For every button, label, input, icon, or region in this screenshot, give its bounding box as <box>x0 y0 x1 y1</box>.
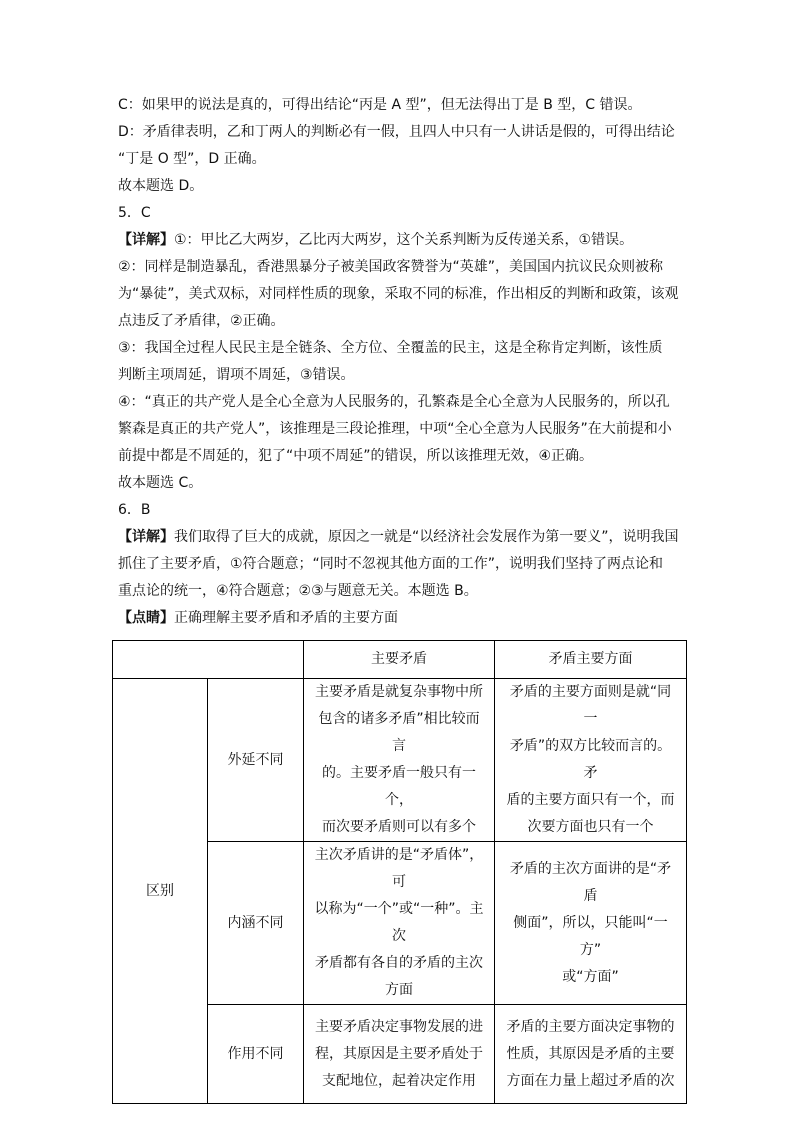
table-cell <box>304 842 495 1005</box>
paragraph-line <box>118 146 688 173</box>
line-text: 重点论的统一，④符合题意；②③与题意无关。本题选 B。 <box>118 583 478 599</box>
paragraph-line <box>118 578 688 605</box>
table-cell <box>304 679 495 842</box>
row-label-cell: 外延不同 <box>208 679 304 842</box>
cell-line: 方面 <box>385 982 413 998</box>
cell-line: 主要矛盾决定事物发展的进 <box>315 1018 483 1035</box>
line-text: C：如果甲的说法是真的，可得出结论“丙是 A 型”，但无法得出丁是 B 型，C 错误。 <box>118 97 642 113</box>
cell-line: 盾的主要方面只有一个，而 <box>506 792 675 808</box>
cell-lines <box>312 679 486 841</box>
cell-line: 主要矛盾是就复杂事物中所 <box>315 684 483 700</box>
paragraph-line <box>118 362 688 389</box>
line-text: “丁是 O 型”，D 正确。 <box>118 151 266 167</box>
line-text: D：矛盾律表明，乙和丁两人的判断必有一假，且四人中只有一人讲话是假的，可得出结论 <box>118 124 675 140</box>
cell-line: 方面在力量上超过矛盾的次 <box>506 1072 675 1089</box>
cell-line: 的。主要矛盾一般只有一个， <box>322 765 476 808</box>
paragraph-line <box>118 470 688 497</box>
paragraph-line <box>118 227 688 254</box>
paragraph-line <box>118 524 688 551</box>
line-text: 5．C <box>118 205 151 221</box>
cell-line: 侧面”，所以，只能叫“一方” <box>513 914 668 958</box>
paragraph-line <box>118 389 688 416</box>
line-text: 前提中都是不周延的，犯了“中项不周延”的错误，所以该推理无效，④正确。 <box>118 448 594 464</box>
line-text: ③：我国全过程人民民主是全链条、全方位、全覆盖的民主，这是全称肯定判断，该性质 <box>118 340 663 356</box>
cell-line: 性质，其原因是矛盾的主要 <box>506 1045 675 1062</box>
paragraph-line <box>118 308 688 335</box>
cell-lines <box>315 1014 483 1095</box>
row-label-cell: 内涵不同 <box>208 842 304 1005</box>
line-text: ①：甲比乙大两岁，乙比丙大两岁，这个关系判断为反传递关系，①错误。 <box>174 232 634 248</box>
table-cell <box>495 1005 687 1104</box>
cell-line: 矛盾的主次方面讲的是“矛盾 <box>509 860 672 904</box>
table-cell <box>495 842 687 1005</box>
group-label-cell: 区别 <box>113 679 208 1104</box>
cell-line: 包含的诸多矛盾”相比较而言 <box>318 711 480 754</box>
cell-lines <box>503 856 678 991</box>
line-text: 故本题选 D。 <box>118 178 204 194</box>
paragraph-line <box>118 254 688 281</box>
paragraph-line <box>118 119 688 146</box>
line-text: 我们取得了巨大的成就，原因之一就是“以经济社会发展作为第一要义”，说明我国 <box>174 529 679 545</box>
line-text: 为“暴徒”，美式双标，对同样性质的现象，采取不同的标准，作出相反的判断和政策，该观 <box>118 286 679 302</box>
table-header-row <box>113 641 687 679</box>
cell-lines <box>312 842 486 1004</box>
cell-line: 矛盾”的双方比较而言的。矛 <box>509 738 672 781</box>
line-text: 点违反了矛盾律，②正确。 <box>118 313 285 329</box>
line-text: ②：同样是制造暴乱，香港黑暴分子被美国政客赞誉为“英雄”，美国国内抗议民众则被称 <box>118 259 664 275</box>
paragraph-line <box>118 173 688 200</box>
paragraph-line <box>118 551 688 578</box>
document-body <box>118 92 688 632</box>
cell-line: 以称为“一个”或“一种”。主次 <box>314 901 484 944</box>
paragraph-line <box>118 92 688 119</box>
paragraph-line <box>118 605 688 632</box>
cell-line: 支配地位，起着决定作用 <box>322 1072 476 1089</box>
paragraph-line <box>118 335 688 362</box>
paragraph-line <box>118 281 688 308</box>
line-text: 判断主项周延，谓项不周延，③错误。 <box>118 367 355 383</box>
cell-line: 矛盾的主要方面则是就“同一 <box>509 684 672 727</box>
cell-lines <box>507 1014 675 1095</box>
question-number <box>118 200 688 227</box>
cell-line: 次要方面也只有一个 <box>527 819 654 835</box>
cell-line: 矛盾的主要方面决定事物的 <box>506 1018 675 1035</box>
question-number <box>118 497 688 524</box>
paragraph-line <box>118 416 688 443</box>
section-tag: 【详解】 <box>118 232 174 248</box>
row-label-cell: 作用不同 <box>208 1005 304 1104</box>
line-text: 故本题选 C。 <box>118 475 203 491</box>
cell-line: 主次矛盾讲的是“矛盾体”，可 <box>314 847 484 890</box>
header-cell-empty <box>113 641 304 679</box>
cell-line: 矛盾都有各自的矛盾的主次 <box>315 955 483 971</box>
header-cell-principal-aspect: 矛盾主要方面 <box>495 641 687 679</box>
table-cell <box>304 1005 495 1104</box>
table-cell <box>495 679 687 842</box>
cell-line: 或“方面” <box>562 968 619 985</box>
line-text: 抓住了主要矛盾，①符合题意；“同时不忽视其他方面的工作”，说明我们坚持了两点论和 <box>118 556 664 572</box>
line-text: 繁森是真正的共产党人”，该推理是三段论推理，中项“全心全意为人民服务”在大前提和小 <box>118 421 672 437</box>
cell-lines <box>503 679 678 841</box>
comparison-table <box>112 640 687 1104</box>
cell-line: 而次要矛盾则可以有多个 <box>322 819 476 835</box>
line-text: 6．B <box>118 502 151 518</box>
paragraph-line <box>118 443 688 470</box>
line-text: ④：“真正的共产党人是全心全意为人民服务的，孔繁森是全心全意为人民服务的，所以孔 <box>118 394 670 410</box>
section-tag: 【详解】 <box>118 529 174 545</box>
line-text: 正确理解主要矛盾和矛盾的主要方面 <box>174 610 398 626</box>
header-cell-main-contradiction: 主要矛盾 <box>304 641 495 679</box>
section-tag: 【点睛】 <box>118 610 174 626</box>
cell-line: 程，其原因是主要矛盾处于 <box>315 1045 483 1062</box>
table-row <box>113 679 687 842</box>
